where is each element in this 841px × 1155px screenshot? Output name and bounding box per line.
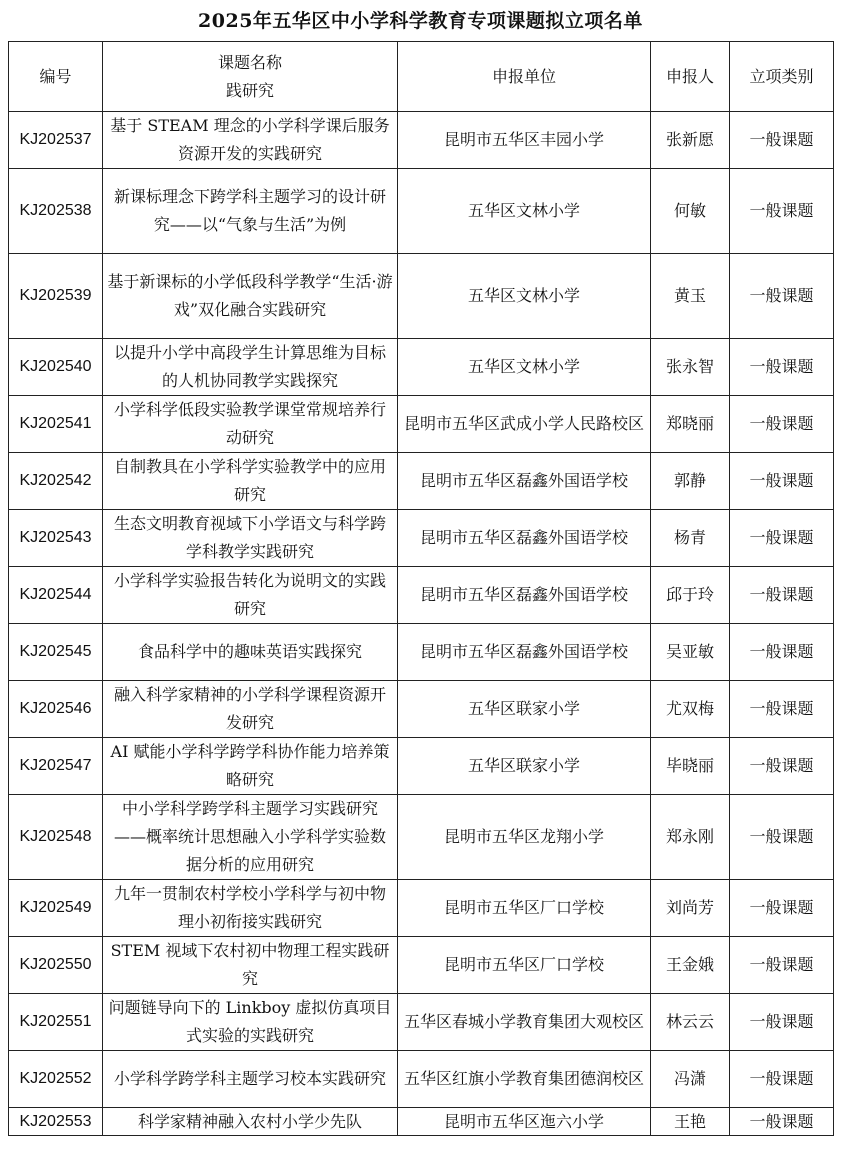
row-person: 王艳 [651,1108,730,1136]
table-row [9,624,834,681]
row-category: 一般课题 [730,339,834,396]
header-topic-overflow: 践研究 [225,80,274,100]
row-person: 毕晓丽 [651,738,730,795]
row-person: 吴亚敏 [651,624,730,681]
row-category: 一般课题 [730,937,834,994]
table-row [9,169,834,254]
row-unit: 昆明市五华区武成小学人民路校区 [398,396,651,453]
table-row [9,738,834,795]
row-unit: 昆明市五华区丰园小学 [398,112,651,169]
row-unit: 昆明市五华区龙翔小学 [398,795,651,880]
row-unit: 五华区联家小学 [398,738,651,795]
row-topic: 食品科学中的趣味英语实践探究 [103,624,398,681]
row-unit: 昆明市五华区磊鑫外国语学校 [398,567,651,624]
row-topic: 问题链导向下的 Linkboy 虚拟仿真项目式实验的实践研究 [103,994,398,1051]
row-unit: 昆明市五华区磊鑫外国语学校 [398,510,651,567]
table-row [9,994,834,1051]
row-category: 一般课题 [730,254,834,339]
row-unit: 昆明市五华区厂口学校 [398,937,651,994]
row-topic: AI 赋能小学科学跨学科协作能力培养策略研究 [103,738,398,795]
row-person: 郑晓丽 [651,396,730,453]
row-id: KJ202551 [9,994,103,1051]
row-person: 冯潇 [651,1051,730,1108]
header-id: 编号 [9,42,103,112]
row-unit: 昆明市五华区厂口学校 [398,880,651,937]
header-topic [103,42,398,112]
row-topic: 融入科学家精神的小学科学课程资源开发研究 [103,681,398,738]
row-unit: 五华区春城小学教育集团大观校区 [398,994,651,1051]
row-topic: 自制教具在小学科学实验教学中的应用研究 [103,453,398,510]
table-row [9,112,834,169]
row-unit: 昆明市五华区磊鑫外国语学校 [398,453,651,510]
row-topic: 小学科学低段实验教学课堂常规培养行动研究 [103,396,398,453]
row-category: 一般课题 [730,681,834,738]
table-row [9,937,834,994]
row-category: 一般课题 [730,169,834,254]
row-category: 一般课题 [730,112,834,169]
row-id: KJ202550 [9,937,103,994]
row-category: 一般课题 [730,510,834,567]
table-row [9,254,834,339]
row-category: 一般课题 [730,624,834,681]
row-id: KJ202544 [9,567,103,624]
row-category: 一般课题 [730,880,834,937]
row-id: KJ202547 [9,738,103,795]
row-topic: 小学科学跨学科主题学习校本实践研究 [103,1051,398,1108]
header-category: 立项类别 [730,42,834,112]
header-topic-label: 课题名称 [217,52,282,72]
row-topic: 生态文明教育视域下小学语文与科学跨学科教学实践研究 [103,510,398,567]
row-topic: 以提升小学中高段学生计算思维为目标的人机协同教学实践探究 [103,339,398,396]
header-person-label: 申报人 [665,66,714,86]
row-topic: 科学家精神融入农村小学少先队 [103,1108,398,1136]
table-row [9,681,834,738]
row-category: 一般课题 [730,453,834,510]
document-title: 2025年五华区中小学科学教育专项课题拟立项名单 [198,10,643,32]
row-person: 何敏 [651,169,730,254]
table-row [9,510,834,567]
header-unit: 申报单位 [398,42,651,112]
row-person: 尤双梅 [651,681,730,738]
row-person: 张新愿 [651,112,730,169]
row-person: 王金娥 [651,937,730,994]
row-person: 张永智 [651,339,730,396]
row-topic: 小学科学实验报告转化为说明文的实践研究 [103,567,398,624]
row-id: KJ202545 [9,624,103,681]
row-topic: 基于 STEAM 理念的小学科学课后服务资源开发的实践研究 [103,112,398,169]
row-id: KJ202549 [9,880,103,937]
row-category: 一般课题 [730,1051,834,1108]
row-person: 刘尚芳 [651,880,730,937]
table-row [9,880,834,937]
row-topic: 新课标理念下跨学科主题学习的设计研究——以“气象与生活”为例 [103,169,398,254]
row-id: KJ202553 [9,1108,103,1136]
row-unit: 五华区文林小学 [398,254,651,339]
project-table [8,41,834,1136]
row-topic: 九年一贯制农村学校小学科学与初中物理小初衔接实践研究 [103,880,398,937]
row-id: KJ202546 [9,681,103,738]
row-person: 郭静 [651,453,730,510]
table-row [9,795,834,880]
row-category: 一般课题 [730,738,834,795]
row-category: 一般课题 [730,567,834,624]
row-unit: 五华区红旗小学教育集团德润校区 [398,1051,651,1108]
row-id: KJ202540 [9,339,103,396]
table-row [9,396,834,453]
row-category: 一般课题 [730,994,834,1051]
table-header-row [9,42,834,112]
row-person: 林云云 [651,994,730,1051]
row-person: 邱于玲 [651,567,730,624]
row-id: KJ202543 [9,510,103,567]
row-id: KJ202538 [9,169,103,254]
header-person [651,42,730,112]
row-id: KJ202539 [9,254,103,339]
row-person: 黄玉 [651,254,730,339]
row-unit: 五华区联家小学 [398,681,651,738]
row-id: KJ202548 [9,795,103,880]
row-unit: 五华区文林小学 [398,339,651,396]
row-category: 一般课题 [730,396,834,453]
row-unit: 昆明市五华区磊鑫外国语学校 [398,624,651,681]
table-row [9,1108,834,1136]
row-id: KJ202542 [9,453,103,510]
row-id: KJ202537 [9,112,103,169]
row-person: 郑永刚 [651,795,730,880]
row-category: 一般课题 [730,1108,834,1136]
row-unit: 昆明市五华区迤六小学 [398,1108,651,1136]
row-id: KJ202552 [9,1051,103,1108]
table-row [9,1051,834,1108]
row-person: 杨青 [651,510,730,567]
row-unit: 五华区文林小学 [398,169,651,254]
row-topic: 中小学科学跨学科主题学习实践研究——概率统计思想融入小学科学实验数据分析的应用研究 [103,795,398,880]
row-category: 一般课题 [730,795,834,880]
table-row [9,567,834,624]
table-row [9,453,834,510]
table-row [9,339,834,396]
row-topic: 基于新课标的小学低段科学教学“生活·游戏”双化融合实践研究 [103,254,398,339]
row-topic: STEM 视域下农村初中物理工程实践研究 [103,937,398,994]
row-id: KJ202541 [9,396,103,453]
